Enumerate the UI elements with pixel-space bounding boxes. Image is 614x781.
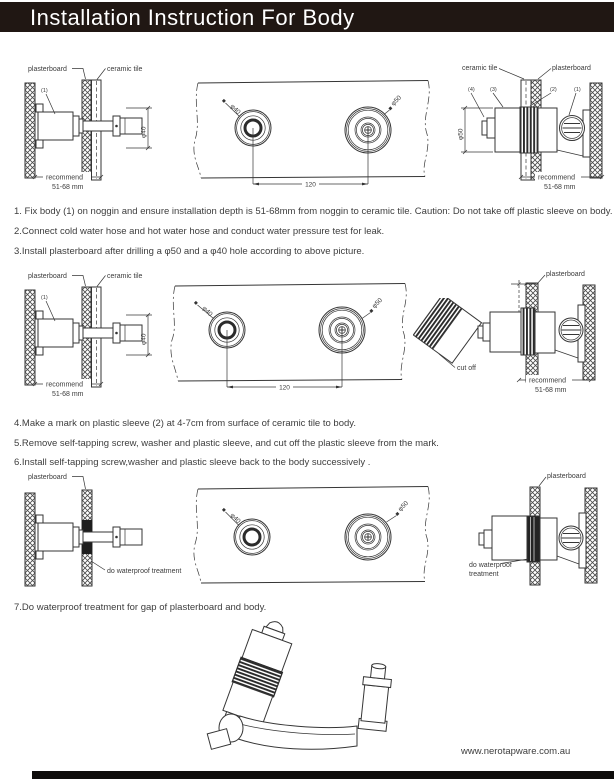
diagram-row3-section-left (10, 468, 192, 598)
website-url: www.nerotapware.com.au (461, 746, 571, 757)
page-title: Installation Instruction For Body (30, 5, 355, 30)
plasterboard-label: plasterboard (28, 474, 67, 481)
callout-labels (28, 66, 143, 80)
callout-labels (462, 65, 591, 79)
dia-50-label: φ50 (389, 94, 404, 108)
depth-label: 51-68 mm (52, 391, 84, 398)
valve-body-drawing (478, 305, 585, 362)
dimension-depth (517, 375, 593, 394)
diagram-row3-front (190, 470, 462, 600)
dia-50-label: φ50 (370, 296, 385, 310)
plasterboard-label: plasterboard (552, 65, 591, 72)
part1-label: (1) (41, 295, 48, 301)
label-dia-50 (362, 297, 384, 319)
label-dia-50 (384, 94, 403, 114)
wall-panel (194, 81, 429, 179)
diagram-row2-front (165, 278, 417, 396)
part3-label: (3) (490, 87, 497, 93)
dimension-120 (253, 128, 368, 189)
diagram-row1-section-left (10, 60, 192, 200)
wall-panel (171, 284, 406, 382)
dia-40-label: φ40 (228, 511, 242, 526)
part1-label: (1) (41, 88, 48, 94)
recommend-label: recommend (46, 174, 83, 182)
step-7: 7.Do waterproof treatment for gap of plasterboard and body. (14, 602, 267, 613)
dia-40-label: φ40 (228, 102, 242, 117)
step-3: 3.Install plasterboard after drilling a φ50 and a φ40 hole according to above picture. (14, 246, 365, 257)
dia-50-label: φ50 (396, 499, 411, 513)
noggin-stud (25, 493, 35, 586)
plasterboard-label: plasterboard (28, 66, 67, 73)
depth-label: 51-68 mm (52, 184, 84, 191)
label-dia-40 (194, 301, 214, 319)
ceramic-tile-label: ceramic tile (462, 65, 498, 72)
part2-label: (2) (550, 87, 557, 93)
callout-labels (537, 271, 585, 284)
spacing-label: 120 (305, 181, 316, 189)
plasterboard-label: plasterboard (546, 271, 585, 278)
step-5: 5.Remove self-tapping screw, washer and plastic sleeve, and cut off the plastic sleeve from the mark. (14, 438, 439, 449)
cutoff-label: cut off (457, 365, 476, 372)
hole-40 (234, 519, 270, 555)
noggin-stud (25, 290, 35, 385)
dia-50-label: φ50 (457, 128, 465, 140)
step-4: 4.Make a mark on plastic sleeve (2) at 4-7cm from surface of ceramic tile to body. (14, 418, 356, 429)
spacing-label: 120 (279, 384, 290, 392)
part1-label: (1) (574, 87, 581, 93)
recommend-label: recommend (538, 174, 575, 182)
step-1: 1. Fix body (1) on noggin and ensure installation depth is 51-68mm from noggin to ceramic tile. Caution: Do not take off plastic sleeve on body. (14, 206, 613, 217)
step-2: 2.Connect cold water hose and hot water hose and conduct water pressure test for leak. (14, 226, 385, 237)
dia-40-label: φ40 (140, 126, 148, 138)
diagram-row2-section-right (458, 268, 614, 398)
diagram-row3-section-right (455, 470, 614, 590)
label-dia-40 (222, 508, 242, 525)
part4-label: (4) (468, 87, 475, 93)
ceramic-tile-label: ceramic tile (107, 273, 143, 280)
depth-label: 51-68 mm (544, 184, 576, 191)
recommend-label: recommend (529, 377, 566, 385)
header-bar (0, 2, 614, 32)
waterproof-label-line1: do waterproof (469, 562, 512, 569)
callout-labels (28, 273, 143, 287)
dia-40-label: φ40 (140, 333, 148, 345)
diagram-row1-front (190, 62, 462, 202)
product-illustration (185, 620, 435, 755)
step-6: 6.Install self-tapping screw,washer and plastic sleeve back to the body successively . (14, 457, 371, 468)
waterproofed-sleeve-band (527, 516, 540, 562)
waterproof-label: do waterproof treatment (107, 568, 182, 575)
recommend-label: recommend (46, 381, 83, 389)
label-dia-40 (222, 99, 242, 117)
hole-50 (345, 514, 391, 560)
ceramic-tile-label: ceramic tile (107, 66, 143, 73)
dia-40-label: φ40 (200, 304, 214, 319)
label-dia-50 (387, 500, 411, 522)
cross-arm (235, 716, 357, 749)
diagram-row1-section-right (455, 60, 614, 200)
noggin-stud (25, 83, 35, 178)
depth-label: 51-68 mm (535, 387, 567, 394)
wall-panel (194, 487, 429, 584)
waterproof-label-line2: treatment (469, 571, 499, 578)
plasterboard-label: plasterboard (547, 473, 586, 480)
plasterboard-label: plasterboard (28, 273, 67, 280)
footer-bar (32, 771, 614, 779)
right-inlet-cylinder (358, 662, 393, 731)
valve-body-drawing (479, 513, 586, 568)
left-outlet (207, 714, 243, 749)
valve-body-drawing (482, 107, 590, 157)
